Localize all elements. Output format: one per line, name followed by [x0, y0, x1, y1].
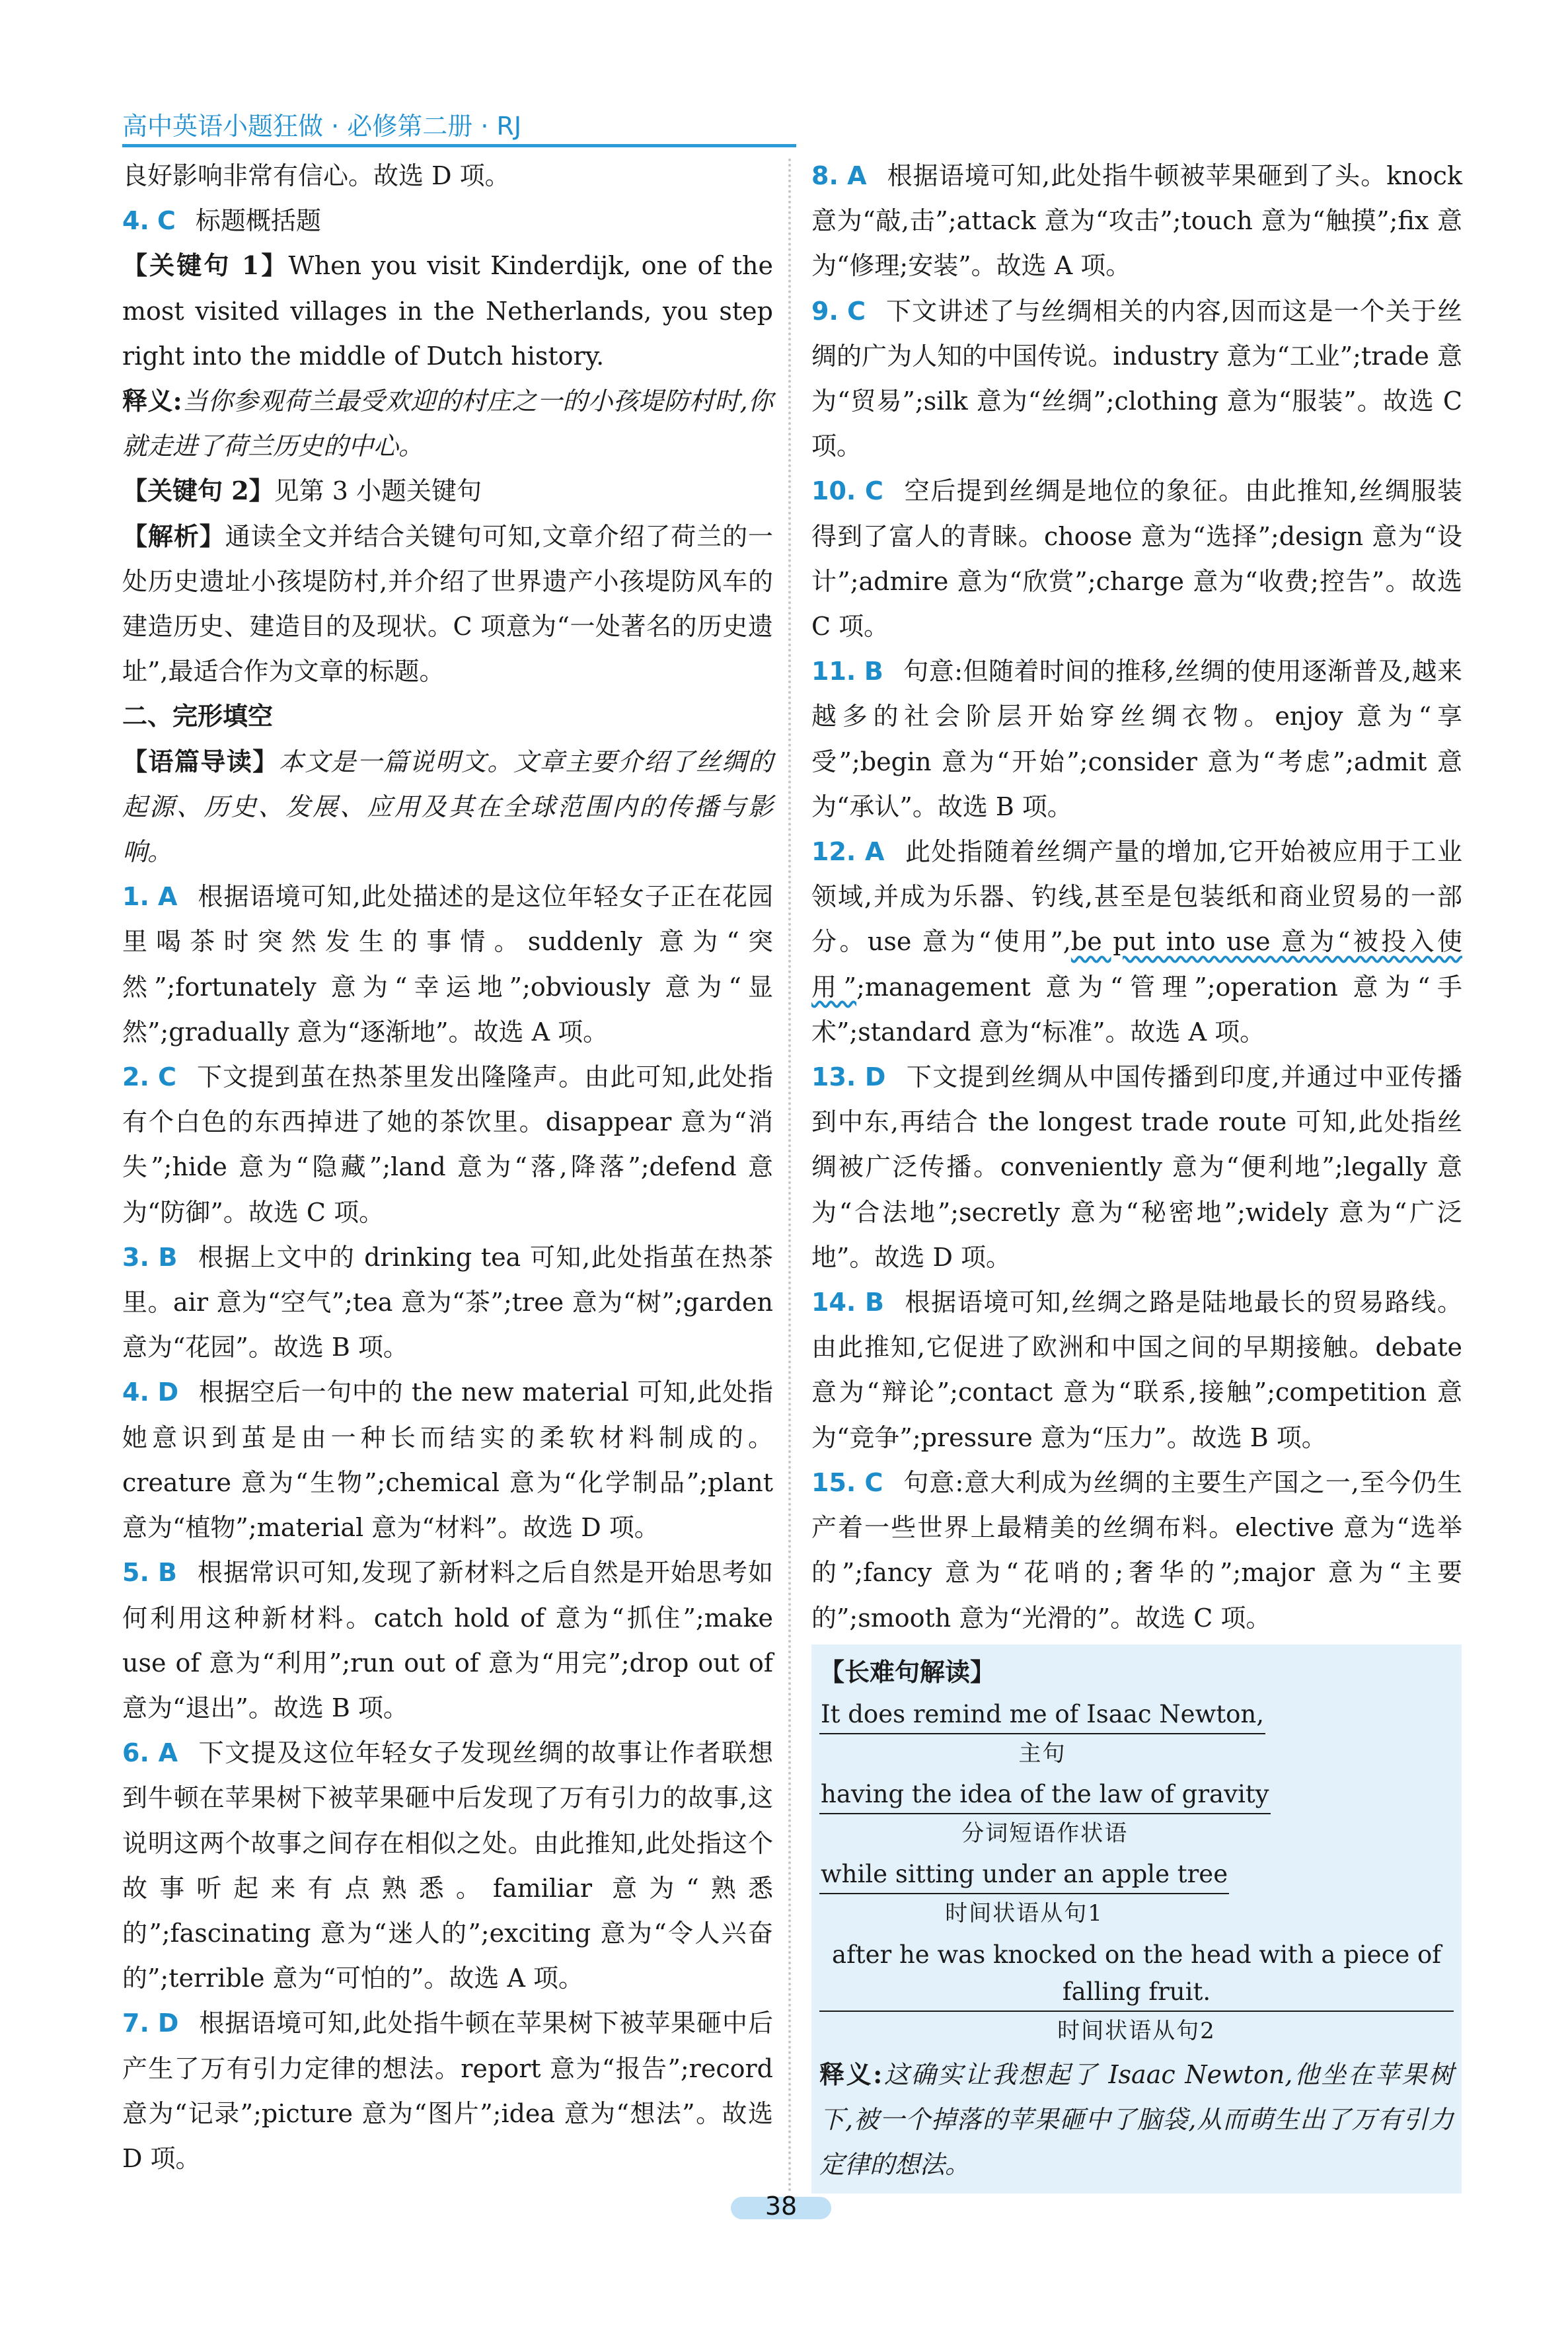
sentence-segment: having the idea of the law of gravity 分词短语作状语: [819, 1775, 1454, 1855]
sentence-segment: while sitting under an apple tree 时间状语从句1: [819, 1855, 1454, 1935]
answer-item: 9. C 下文讲述了与丝绸相关的内容,因而这是一个关于丝绸的广为人知的中国传说。industry 意为“工业”;trade 意为“贸易”;silk 意为“丝绸”;clothing 意为“服装”。故选 C 项。: [811, 296, 1462, 461]
page-number: 38: [765, 2192, 798, 2221]
header-rule: [122, 144, 796, 147]
answer-item: 15. C 句意:意大利成为丝绸的主要生产国之一,至今仍生产着一些世界上最精美的丝绸布料。elective 意为“选举的”;fancy 意为“花哨的;奢华的”;major 意为“主要的”;smooth 意为“光滑的”。故选 C 项。: [811, 1467, 1462, 1633]
answer-item: 8. A 根据语境可知,此处指牛顿被苹果砸到了头。knock 意为“敲,击”;attack 意为“攻击”;touch 意为“触摸”;fix 意为“修理;安装”。故选 A 项。: [811, 161, 1462, 281]
key-sentence-2: 【关键句 2】见第 3 小题关键句: [122, 476, 482, 506]
sentence-segment: It does remind me of Isaac Newton, 主句: [819, 1695, 1454, 1775]
column-divider: [788, 159, 791, 2194]
analysis-paragraph: 【解析】通读全文并结合关键句可知,文章介绍了荷兰的一处历史遗址小孩堤防村,并介绍了世界遗产小孩堤防风车的建造历史、建造目的及现状。C 项意为“一处著名的历史遗址”,最适合作为文章的标题。: [122, 521, 773, 686]
wavy-underlined-phrase: be put into use 意为“被投入使用”: [811, 927, 1462, 1002]
answer-item: 4. C 标题概括题: [122, 206, 321, 236]
answer-item: 11. B 句意:但随着时间的推移,丝绸的使用逐渐普及,越来越多的社会阶层开始穿丝绸衣物。enjoy 意为“享受”;begin 意为“开始”;consider 意为“考虑”;admit 意为“承认”。故选 B 项。: [811, 657, 1462, 821]
right-column: [811, 153, 1462, 2194]
book-header: 高中英语小题狂做 · 必修第二册 · RJ: [122, 112, 522, 141]
answer-item: 10. C 空后提到丝绸是地位的象征。由此推知,丝绸服装得到了富人的青睐。choose 意为“选择”;design 意为“设计”;admire 意为“欣赏”;charge 意为“收费;控告”。故选 C 项。: [811, 476, 1462, 642]
passage-guide: 【语篇导读】本文是一篇说明文。文章主要介绍了丝绸的起源、历史、发展、应用及其在全球范围内的传播与影响。: [122, 746, 773, 867]
translation: 释义:当你参观荷兰最受欢迎的村庄之一的小孩堤防村时,你就走进了荷兰历史的中心。: [122, 386, 773, 461]
answer-item: 1. A 根据语境可知,此处描述的是这位年轻女子正在花园里喝茶时突然发生的事情。suddenly 意为“突然”;fortunately 意为“幸运地”;obviously 意为“显然”;gradually 意为“逐渐地”。故选 A 项。: [122, 882, 773, 1047]
answer-item: 6. A 下文提及这位年轻女子发现丝绸的故事让作者联想到牛顿在苹果树下被苹果砸中后发现了万有引力的故事,这说明这两个故事之间存在相似之处。由此推知,此处指这个故事听起来有点熟悉。familiar 意为“熟悉的”;fascinating 意为“迷人的”;exciting 意为“令人兴奋的”;terrible 意为“可怕的”。故选 A 项。: [122, 1738, 773, 1993]
continued-text: 良好影响非常有信心。故选 D 项。: [122, 161, 510, 190]
answer-item: 14. B 根据语境可知,丝绸之路是陆地最长的贸易路线。由此推知,它促进了欧洲和中国之间的早期接触。debate 意为“辩论”;contact 意为“联系,接触”;competition 意为“竞争”;pressure 意为“压力”。故选 B 项。: [811, 1288, 1462, 1452]
section-heading: 二、完形填空: [122, 701, 274, 731]
left-column: [122, 153, 773, 2181]
sentence-segment: after he was knocked on the head with a piece of falling fruit. 时间状语从句2: [819, 1935, 1454, 2052]
analysis-title: 【长难句解读】: [819, 1656, 996, 1687]
answer-item: 5. B 根据常识可知,发现了新材料之后自然是开始思考如何利用这种新材料。catch hold of 意为“抓住”;make use of 意为“利用”;run out of 意为“用完”;drop out of 意为“退出”。故选 B 项。: [122, 1558, 773, 1722]
analysis-translation: 释义:这确实让我想起了 Isaac Newton,他坐在苹果树下,被一个掉落的苹果砸中了脑袋,从而萌生出了万有引力定律的想法。: [819, 2059, 1454, 2180]
answer-item: 7. D 根据语境可知,此处指牛顿在苹果树下被苹果砸中后产生了万有引力定律的想法。report 意为“报告”;record 意为“记录”;picture 意为“图片”;idea 意为“想法”。故选 D 项。: [122, 2009, 773, 2173]
key-sentence-1: 【关键句 1】When you visit Kinderdijk, one of the most visited villages in the Netherlands, you step right into the middle of Dutch history.: [122, 250, 773, 371]
answer-item: 13. D 下文提到丝绸从中国传播到印度,并通过中亚传播到中东,再结合 the longest trade route 可知,此处指丝绸被广泛传播。conveniently 意为“便利地”;legally 意为“合法地”;secretly 意为“秘密地”;widely 意为“广泛地”。故选 D 项。: [811, 1062, 1462, 1272]
answer-item: 12. A 此处指随着丝绸产量的增加,它开始被应用于工业领域,并成为乐器、钓线,甚至是包装纸和商业贸易的一部分。use 意为“使用”,be put into use 意为“被投入使用”;management 意为“管理”;operation 意为“手术”;standard 意为“标准”。故选 A 项。: [811, 837, 1462, 1047]
answer-item: 4. D 根据空后一句中的 the new material 可知,此处指她意识到茧是由一种长而结实的柔软材料制成的。creature 意为“生物”;chemical 意为“化学制品”;plant 意为“植物”;material 意为“材料”。故选 D 项。: [122, 1378, 773, 1543]
sentence-analysis-box: [811, 1644, 1462, 2194]
answer-item: 3. B 根据上文中的 drinking tea 可知,此处指茧在热茶里。air 意为“空气”;tea 意为“茶”;tree 意为“树”;garden 意为“花园”。故选 B 项。: [122, 1242, 773, 1362]
answer-item: 2. C 下文提到茧在热茶里发出隆隆声。由此可知,此处指有个白色的东西掉进了她的茶饮里。disappear 意为“消失”;hide 意为“隐藏”;land 意为“落,降落”;defend 意为“防御”。故选 C 项。: [122, 1062, 773, 1227]
